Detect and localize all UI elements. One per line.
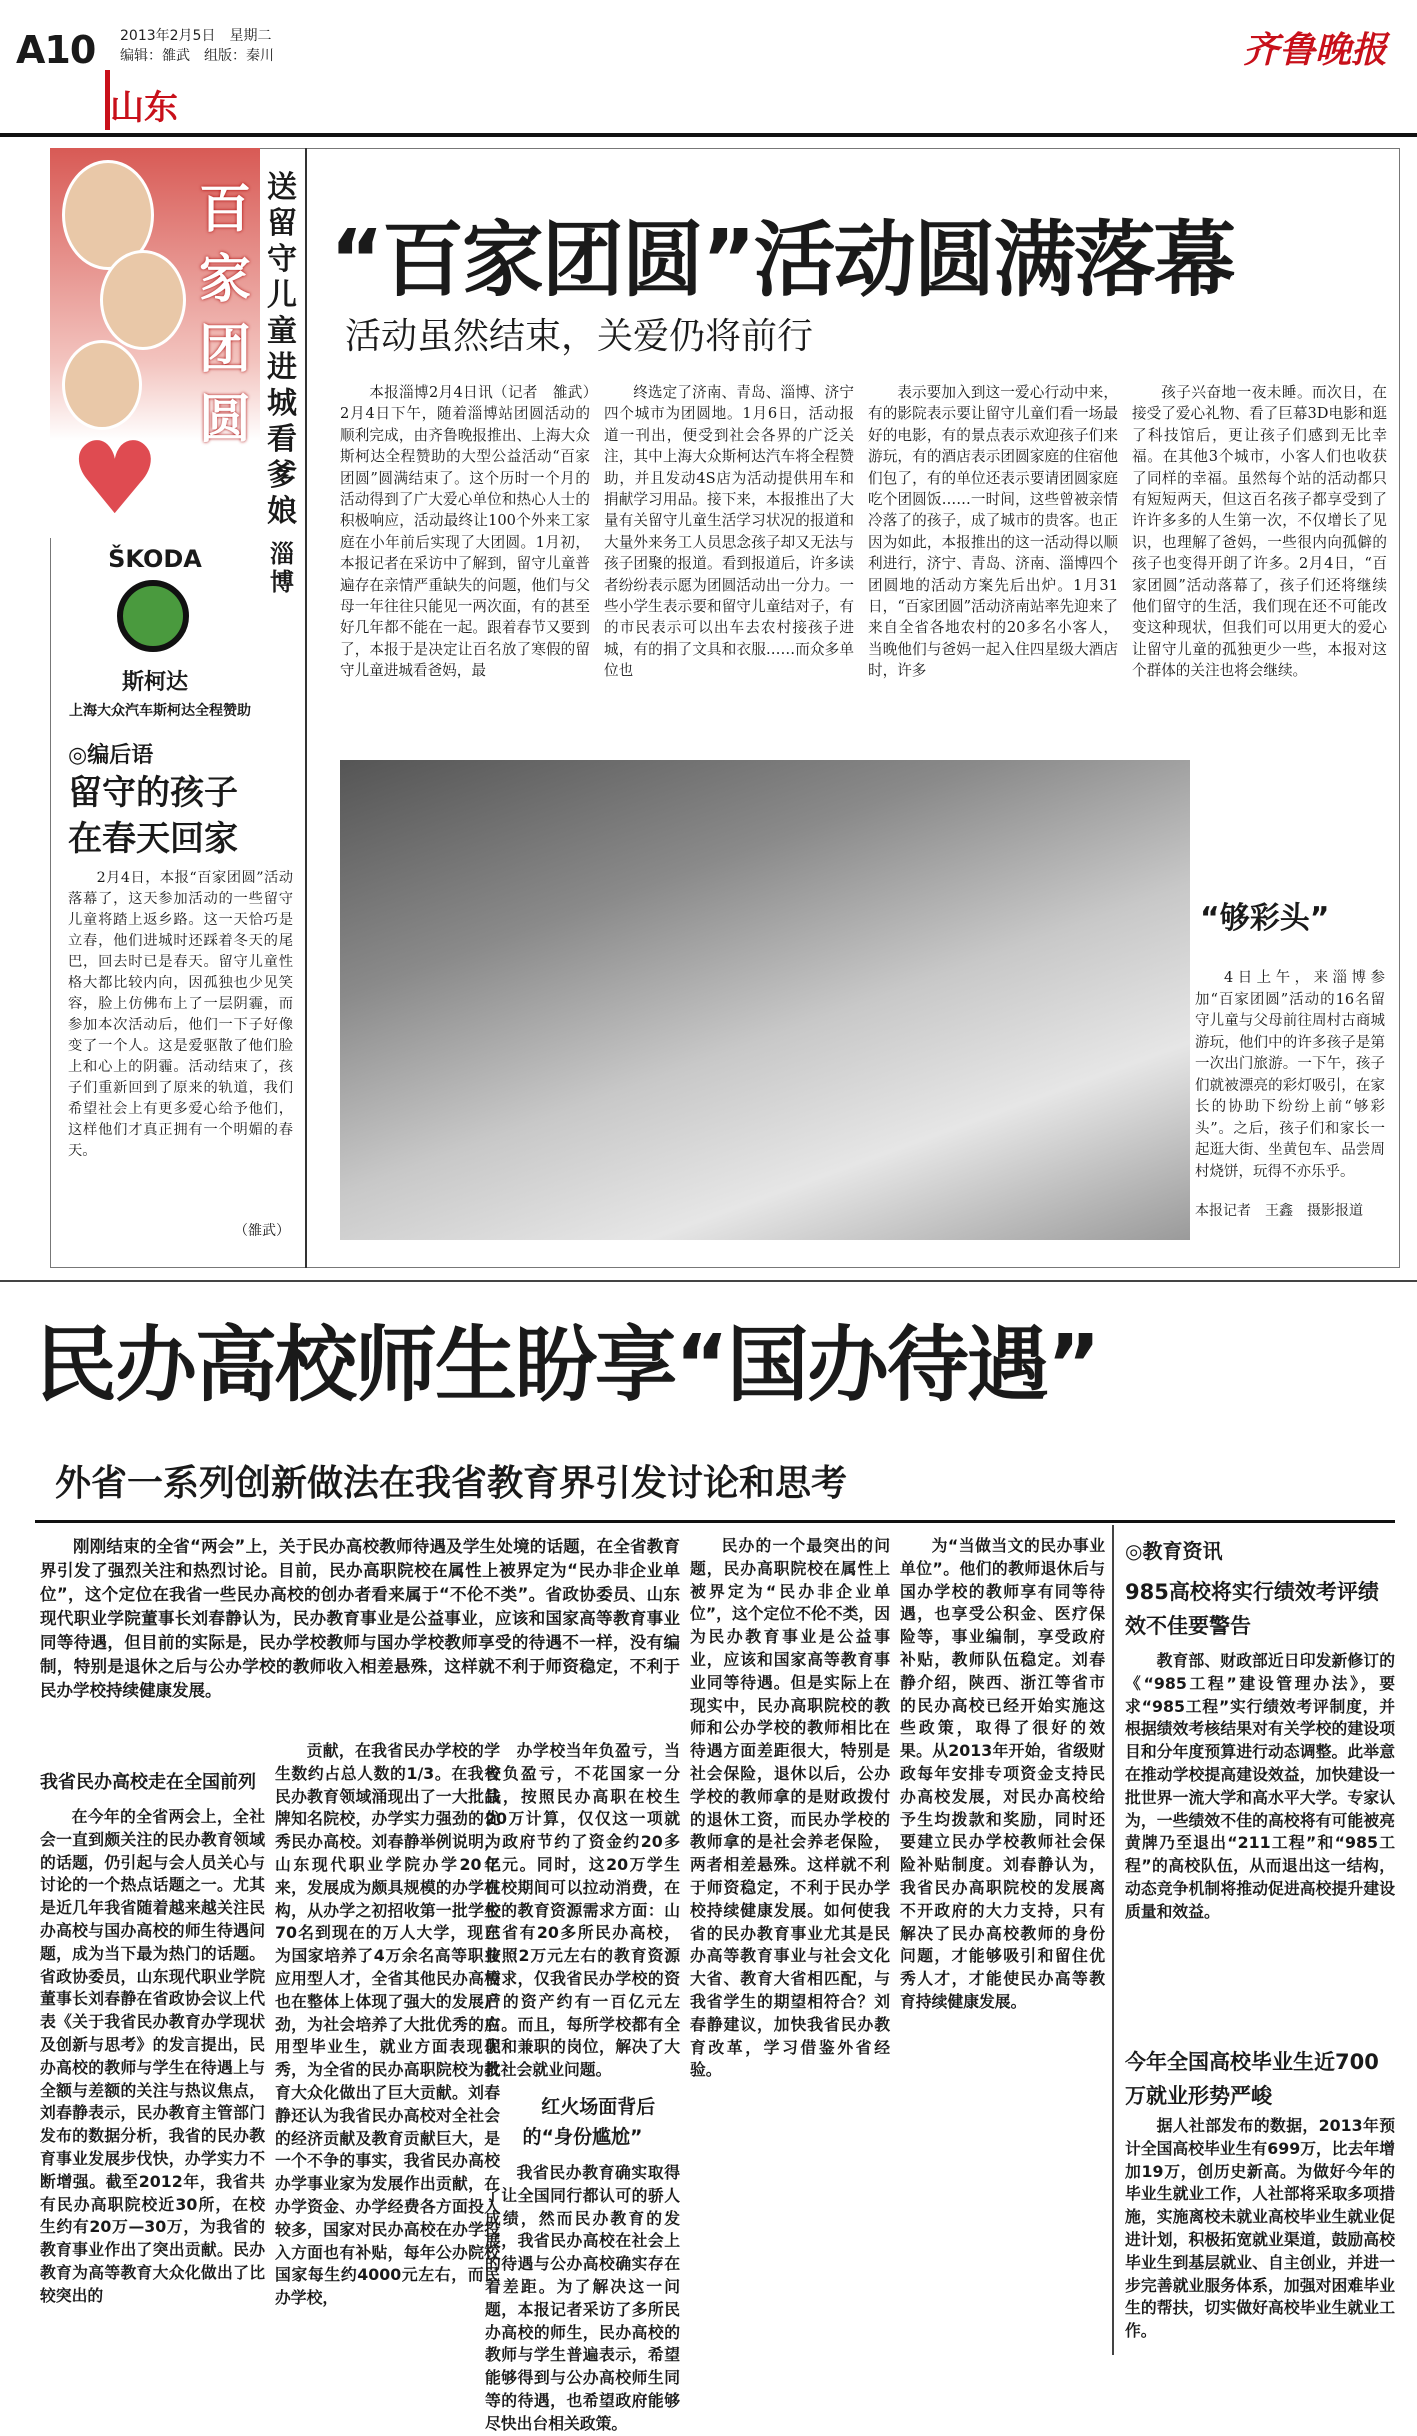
edu-news-label: ◎教育资讯: [1125, 1539, 1223, 1563]
photo-caption: 4日上午，来淄博参加“百家团圆”活动的16名留守儿童与父母前往周村古商城游玩，他们中的许多孩子是第一次出门旅游。一下午，孩子们就被漂亮的彩灯吸引，在家长的协助下纷纷上前“够彩头”。之后，孩子们和家长一起逛大街、坐黄包车、品尝周村烧饼，玩得不亦乐乎。: [1195, 970, 1385, 1180]
story2-col-text: 办学校当年负盈亏，当校负盈亏，不花国家一分钱，按照民办高职在校生20万计算，仅仅这一项就为政府节约了资金约20多亿元。同时，这20万学生在校期间可以拉动消费，在校的教育资源需求方面：山东省有20多所民办高校，按照2万元左右的教育资源需求，仅我省民办学校的资产的资产约有一百亿元左右。而且，每所学校都有全职和兼职的岗位，解决了大批社会就业问题。: [485, 1741, 680, 2080]
campaign-tagline: 送留守儿童进城看爹娘: [267, 170, 297, 529]
sponsor-name: 斯柯达: [121, 670, 188, 695]
story2-column: 贡献，在我省民办学校的学生数约占总人数的1/3。在我省民办教育领域涌现出了一大批品牌知名院校，办学实力强劲的优秀民办高校。刘春静举例说明，山东现代职业学院办学20年来，发展成为颇具规模的办学机构，从办学之初招收第一批学生70名到现在的万人大学，现已为国家培养了4万余名高等职业应用型人才，全省其他民办高校也在整体上体现了强大的发展后劲，为社会培养了大批优秀的应用型毕业生，就业方面表现优秀，为全省的民办高职院校为教育大众化做出了巨大贡献。刘春静还认为我省民办高校对全社会的经济贡献及教育贡献巨大，是一个不争的事实，我省民办高校办学事业家为发展作出贡献，在办学资金、办学经费各方面投入较多，国家对民办高校在办学投入方面也有补贴，每年公办院校国家每生约4000元左右，而民办学校，: [275, 1741, 500, 2308]
story2-subhead: 外省一系列创新做法在我省教育界引发讨论和思考: [55, 1463, 848, 1504]
story2-column: [40, 1760, 265, 2360]
photo-title: “够彩头”: [1200, 901, 1330, 936]
header-rule: [0, 133, 1417, 137]
sponsor-line: 上海大众汽车斯柯达全程赞助: [69, 703, 251, 719]
editorial-body: 2月4日，本报“百家团圆”活动落幕了，这天参加活动的一些留守儿童将踏上返乡路。这一天恰巧是立春，他们进城时还踩着冬天的尾巴，回去时已是春天。留守儿童性格大都比较内向，因孤独也少见笑容，脸上仿佛布上了一层阴霾，而参加本次活动后，他们一下子好像变了一个人。这是爱驱散了他们脸上和心上的阴霾。活动结束了，孩子们重新回到了原来的轨道，我们希望社会上有更多爱心给予他们，这样他们才真正拥有一个明媚的春天。: [68, 870, 293, 1159]
story1-column: 终选定了济南、青岛、淄博、济宁四个城市为团圆地。1月6日，活动报道一刊出，便受到社会各界的广泛关注，其中上海大众斯柯达汽车将全程赞助，并且发动4S店为活动提供用车和捐献学习用品。接下来，本报推出了大量有关留守儿童生活学习状况的报道和大量外来务工人员思念孩子却又无法与孩子团聚的报道。看到报道后，许多读者纷纷表示愿为团圆活动出一分力。一些小学生表示要和留守儿童结对子，有的市民表示可以出车去农村接孩子进城，有的捐了文具和衣服……而众多单位也: [604, 384, 854, 680]
story1-subhead: 活动虽然结束，关爱仍将前行: [345, 316, 814, 357]
sidebar-divider: [305, 148, 307, 1268]
heart-icon: ♥: [70, 420, 160, 537]
page-number: A10: [16, 28, 96, 72]
story2-column: [485, 1740, 680, 2433]
story1-column: 孩子兴奋地一夜未睡。而次日，在接受了爱心礼物、看了巨幕3D电影和逛了科技馆后，更让孩子们感到无比幸福。在其他3个城市，小客人们也收获了同样的幸福。虽然每个站的活动都只有短短两天，但这百名孩子都享受到了许许多多的人生第一次，不仅增长了见识，也理解了爸妈，一些很内向孤僻的孩子也变得开朗了许多。2月4日，“百家团圆”活动落幕了，孩子们还将继续他们留守的生活，我们现在还不可能改变这种现状，但我们可以用更大的爱心让留守儿童的孤独更少一些，本报对这个群体的关注也将会继续。: [1132, 384, 1387, 680]
child-photo: [100, 250, 186, 350]
story1-headline: “百家团圆”活动圆满落幕: [330, 213, 1234, 308]
masthead-logo: 齐鲁晚报: [1242, 29, 1387, 71]
story1-column: 表示要加入到这一爱心行动中来，有的影院表示要让留守儿童们看一场最好的电影，有的景点表示欢迎孩子们来游玩，有的酒店表示团圆家庭的住宿他们包了，有的单位还表示要请团圆家庭吃个团圆饭……一时间，这些曾被亲情冷落了的孩子，成了城市的贵客。也正因为如此，本报推出的这一活动得以顺利进行，济宁、青岛、济南、淄博四个团圆地的活动方案先后出炉。1月31日，“百家团圆”活动济南站率先迎来了来自全省各地农村的20多名小客人，当晚他们与爸妈一起入住四星级大酒店时，许多: [868, 384, 1118, 680]
story2-col-text: 在今年的全省两会上，全社会一直到颇关注的民办教育领域的话题，仍引起与会人员关心与讨论的一个热点话题之一。尤其是近几年我省随着越来越关注民办高校与国办高校的师生待遇问题，成为当下最为热门的话题。省政协委员，山东现代职业学院董事长刘春静在省政协会议上代表《关于我省民办教育办学现状及创新与思考》的发言提出，民办高校的教师与学生在待遇上与全额与差额的关注与热议焦点，刘春静表示，民办教育主管部门发布的数据分析，我省的民办教育事业发展步伐快，办学实力不断增强。截至2012年，我省共有民办高职院校近30所，在校生约有20万—30万，为我省的教育事业作出了突出贡献。民办教育为高等教育大众化做出了比较突出的: [40, 1807, 265, 2305]
editorial-title: 留守的孩子在春天回家: [68, 773, 238, 859]
issue-meta: [120, 26, 274, 66]
editorial-label: ◎编后语: [68, 743, 154, 768]
sponsor-logo-icon: [117, 580, 189, 652]
story2-headline: 民办高校师生盼享“国办待遇”: [35, 1318, 1099, 1413]
sidebar-divider: [1112, 1525, 1114, 2355]
photo-credit: 本报记者 王鑫 摄影报道: [1195, 1203, 1363, 1219]
story2-rule: [35, 1520, 1395, 1523]
story2-column: 民办的一个最突出的问题，民办高职院校在属性上被界定为“民办非企业单位”，这个定位不伦不类，因为民办教育事业是公益事业，应该和国家高等教育事业同等待遇。但是实际上在现实中，民办高职院校的教师和公办学校的教师相比在待遇方面差距很大，特别是社会保险，退休以后，公办学校的教师拿的是财政拨付的退休工资，而民办学校的教师拿的是社会养老保险，两者相差悬殊。这样就不利于师资稳定，不利于民办学校持续健康发展。如何使我省的民办教育事业尤其是民办高等教育事业与社会文化大省、教育大省相匹配，与我省学生的期望相符合？刘春静建议，加快我省民办教育改革，学习借鉴外省经验。: [690, 1536, 890, 2080]
story2-lead: 刚刚结束的全省“两会”上，关于民办高校教师待遇及学生处境的话题，在全省教育界引发了强烈关注和热烈讨论。目前，民办高职院校在属性上被界定为“民办非企业单位”，这个定位在我省一些民办高校的创办者看来属于“不伦不类”。省政协委员、山东现代职业学院董事长刘春静认为，民办教育事业是公益事业，应该和国家高等教育事业同等待遇，但目前的实际是，民办学校教师与国办学校教师享受的待遇不一样，没有编制，特别是退休之后与公办学校的教师收入相差悬殊，这样就不利于师资稳定，不利于民办学校持续健康发展。: [40, 1537, 680, 1700]
section-region: 山东: [110, 88, 178, 128]
child-photo: [62, 340, 142, 430]
edu-body: 教育部、财政部近日印发新修订的《“985工程”建设管理办法》，要求“985工程”实行绩效考评制度，并根据绩效考核结果对有关学校的建设项目和分年度预算进行动态调整。此举意在推动学校提高建设效益，加快建设一批世界一流大学和高水平大学。专家认为，一些绩效不佳的高校将有可能被亮黄牌乃至退出“211工程”和“985工程”的高校队伍，从而退出这一结构，动态竞争机制将推动促进高校提升建设质量和效益。: [1125, 1651, 1395, 1921]
sponsor-wordmark: ŠKODA: [108, 545, 202, 573]
edu-headline: 985高校将实行绩效考评绩效不佳要警告: [1125, 1580, 1379, 1638]
campaign-title: 百家团圆: [198, 179, 251, 450]
edu-headline: 今年全国高校毕业生近700万就业形势严峻: [1125, 2050, 1379, 2108]
issue-editors: 编辑：雒武 组版：秦川: [120, 48, 274, 64]
story2-col-text: 我省民办教育确实取得了让全国同行都认可的骄人成绩，然而民办教育的发展，我省民办高校在社会上的待遇与公办高校确实存在着差距。为了解决这一问题，本报记者采访了多所民办高校的师生，民办高校的教师与学生普遍表示，希望能够得到与公办高校师生同等的待遇，也希望政府能够尽快出台相关政策。: [485, 2162, 680, 2433]
editorial-author: （雒武）: [234, 1223, 290, 1239]
news-photo: [340, 760, 1190, 1240]
story2-column: 为“当做当文的民办事业单位”。他们的教师退休后与国办学校的教师享有同等待遇，也享受公积金、医疗保险等，事业编制，享受政府补贴，教师队伍稳定。刘春静介绍，陕西、浙江等省市的民办高校已经开始实施这些政策，取得了很好的效果。从2013年开始，省级财政每年安排专项资金支持民办高校发展，对民办高校给予生均拨款和奖励，同时还要建立民办学校教师社会保险补贴制度。刘春静认为，我省民办高职院校的发展离不开政府的大力支持，只有解决了民办高校教师的身份问题，才能够吸引和留住优秀人才，才能使民办高等教育持续健康发展。: [900, 1536, 1105, 2011]
story2-section-head: 红火场面背后的“身份尴尬”: [522, 2095, 656, 2148]
section-divider: [0, 1280, 1417, 1282]
story1-column: 本报淄博2月4日讯（记者 雒武）2月4日下午，随着淄博站团圆活动的顺利完成，由齐鲁晚报推出、上海大众斯柯达全程赞助的大型公益活动“百家团圆”圆满结束了。这个历时一个月的活动得到了广大爱心单位和热心人士的积极响应，活动最终让100个外来工家庭在小年前后实现了大团圆。1月初，本报记者在采访中了解到，留守儿童普遍存在亲情严重缺失的问题，他们与父母一年往往只能见一两次面，有的甚至好几年都不能在一起。跟着春节又要到了，本报于是决定让百名放了寒假的留守儿童进城看爸妈，最: [340, 384, 590, 680]
issue-date: 2013年2月5日 星期二: [120, 28, 272, 44]
city-byline: 淄博: [270, 539, 294, 596]
edu-body: 据人社部发布的数据，2013年预计全国高校毕业生有699万，比去年增加19万，创历史新高。为做好今年的毕业生就业工作，人社部将采取多项措施，实施离校未就业高校毕业生就业促进计划，积极拓宽就业渠道，鼓励高校毕业生到基层就业、自主创业，并进一步完善就业服务体系，加强对困难毕业生的帮扶，切实做好高校毕业生就业工作。: [1125, 2116, 1395, 2341]
story2-section-head: 我省民办高校走在全国前列: [40, 1772, 256, 1793]
